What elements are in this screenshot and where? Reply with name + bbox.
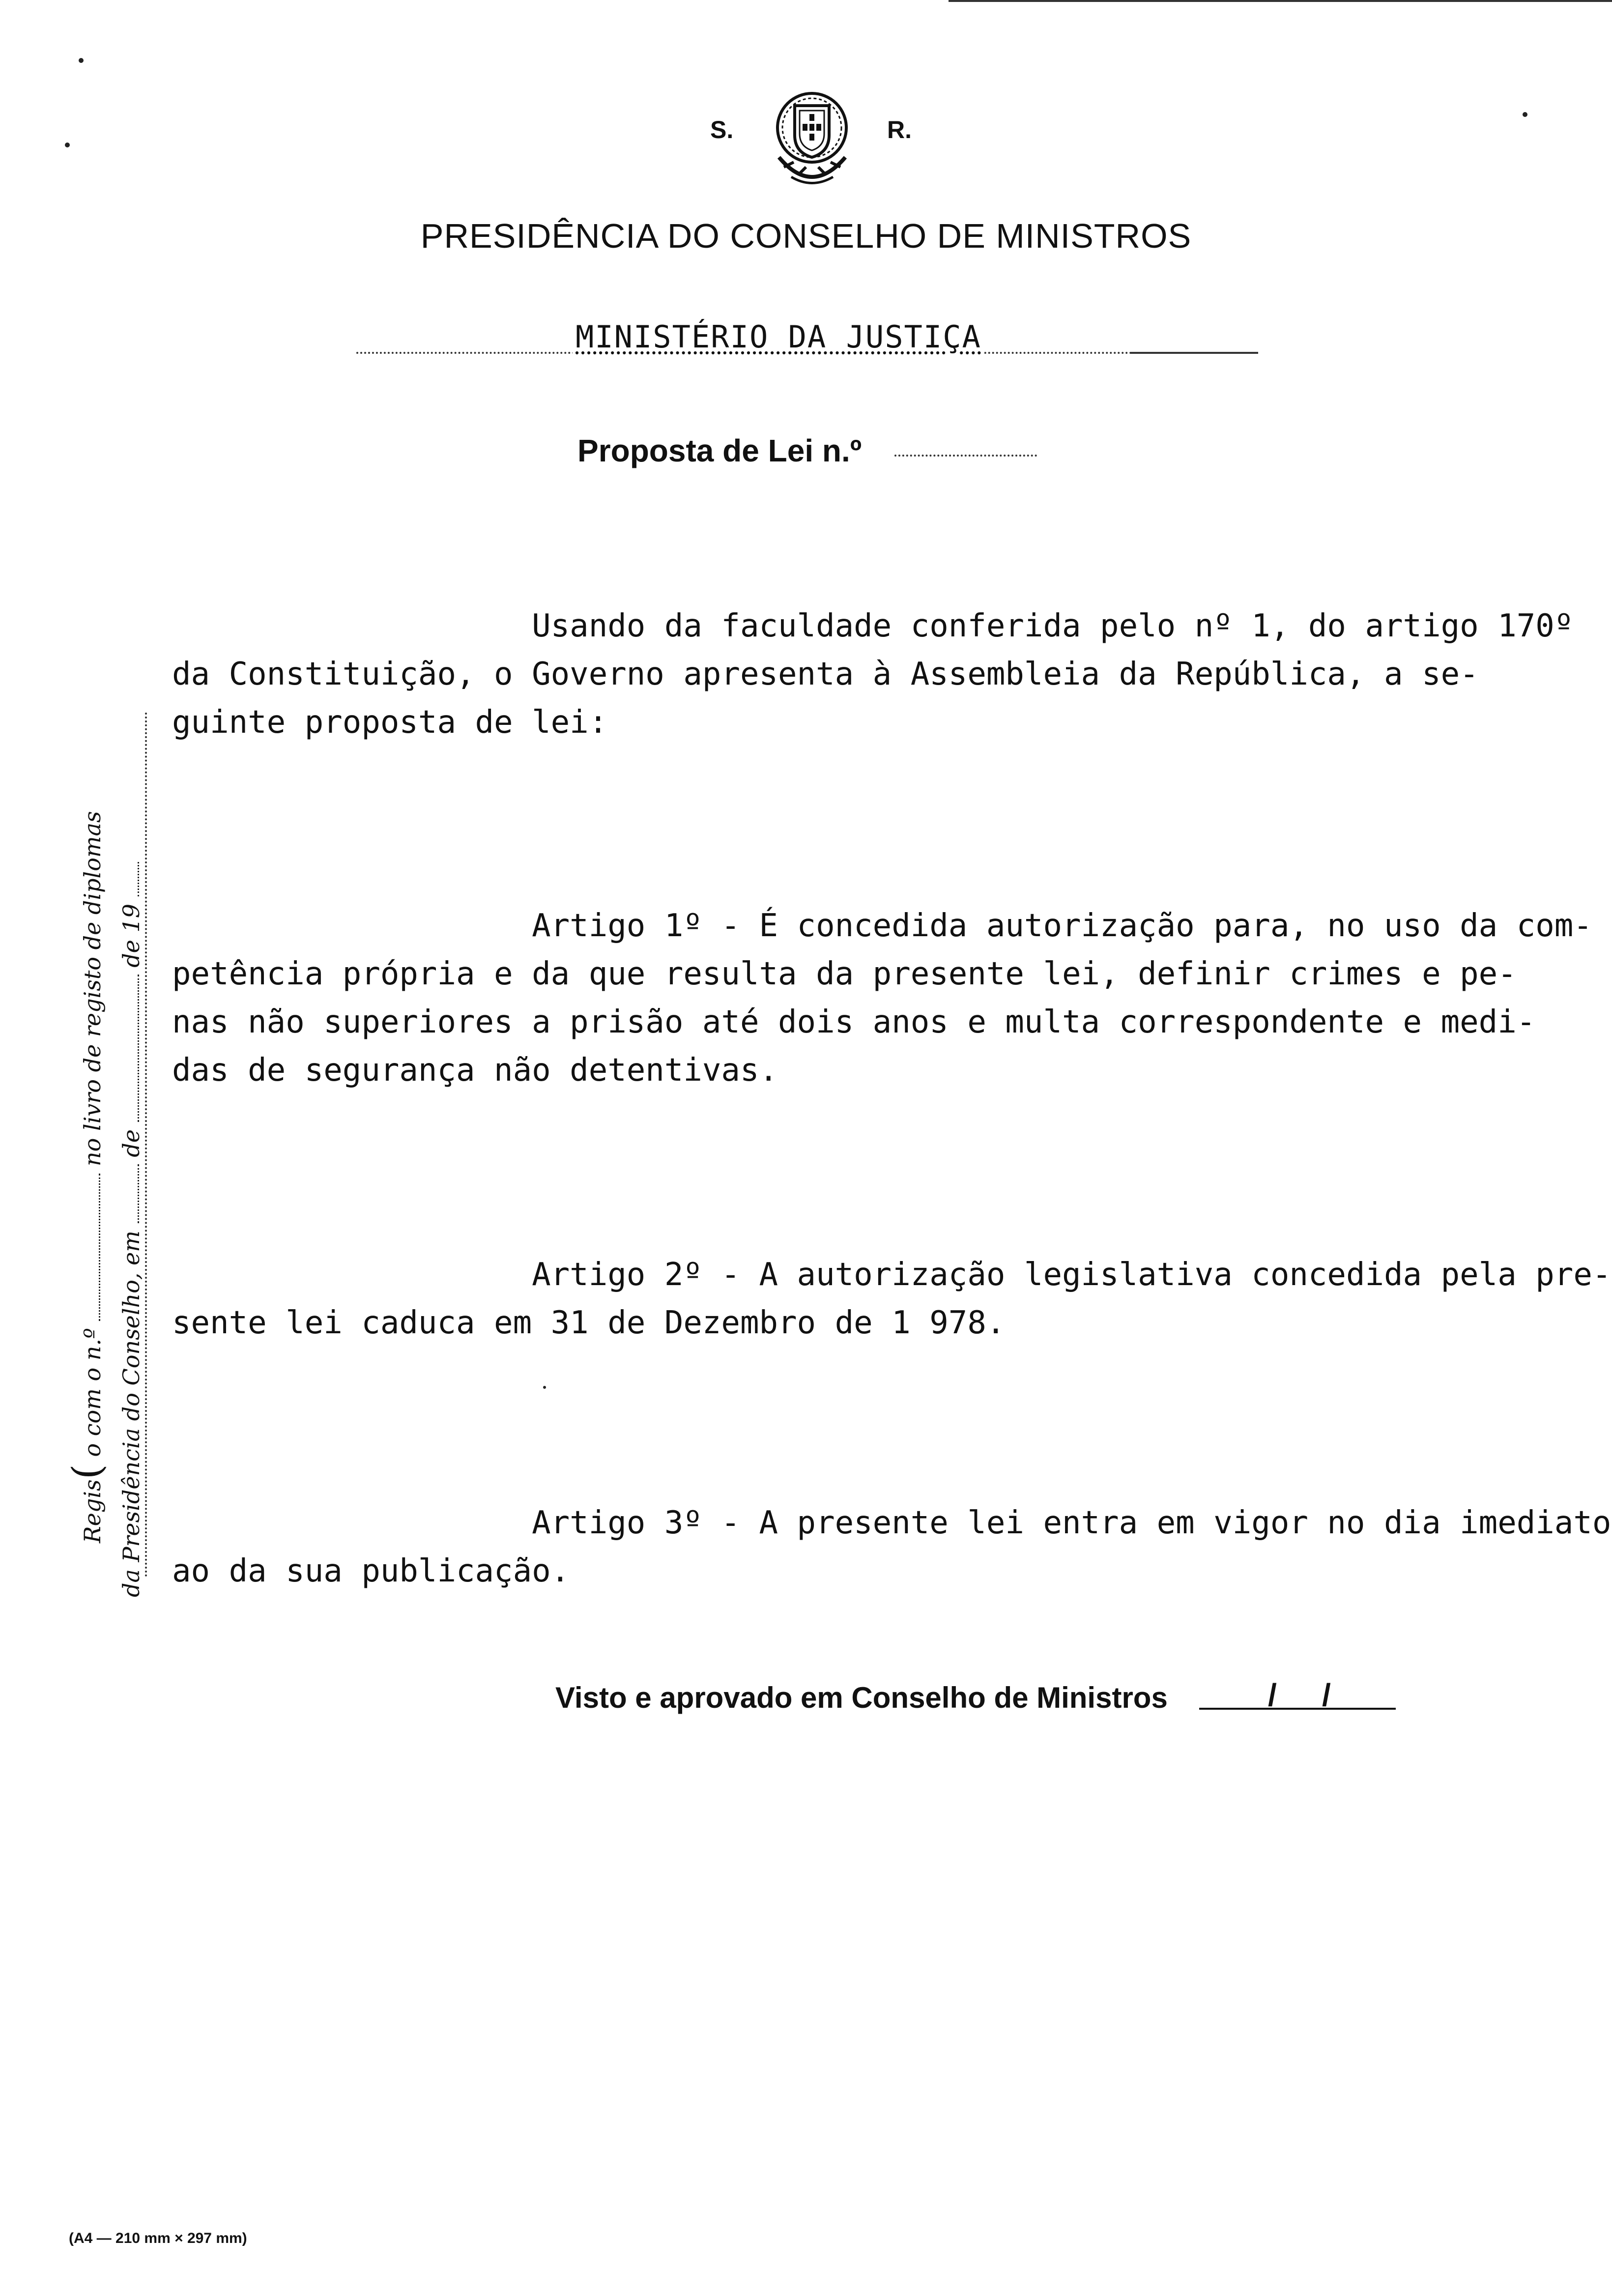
intro-paragraph: Usando da faculdade conferida pelo nº 1, do artigo 170º da Constituição, o Governo apresenta à Assembleia da República, a se- guinte proposta de lei: <box>172 608 1574 741</box>
scan-speck <box>1523 112 1527 117</box>
registration-label-year: de 19 <box>118 903 144 968</box>
registration-label-number: o com o n.º <box>79 1328 106 1457</box>
article-1: Artigo 1º - É concedida autorização para, no uso da com- petência própria e da que resulta da presente lei, definir crimes e pe- nas não superiores a prisão até dois anos e multa correspondente e medi- das de segurança não detentivas. <box>172 908 1592 1089</box>
scan-speck <box>79 58 84 63</box>
registration-note-line2 <box>118 862 144 1597</box>
registration-label-presidency: da Presidência do Conselho, em <box>118 1230 144 1597</box>
top-edge-line <box>949 0 1612 2</box>
paper-size-note: (A4 — 210 mm × 297 mm) <box>69 2230 247 2246</box>
date-separator: / <box>1322 1677 1331 1713</box>
registration-label-of: de <box>118 1129 144 1157</box>
registration-note-line1: Regis( o com o n.º no livro de registo de diplomas <box>64 811 110 1543</box>
portuguese-coat-of-arms-icon <box>769 84 855 197</box>
scan-speck <box>543 1386 546 1389</box>
margin-dotted-rule <box>145 713 147 1578</box>
presidency-title: PRESIDÊNCIA DO CONSELHO DE MINISTROS <box>420 217 1192 255</box>
article-3: Artigo 3º - A presente lei entra em vigor no dia imediato ao da sua publicação. <box>172 1505 1612 1589</box>
proposal-number-label: Proposta de Lei n.º <box>577 433 862 468</box>
date-separator: / <box>1268 1677 1277 1713</box>
ministry-name: MINISTÉRIO DA JUSTIÇA <box>573 319 984 355</box>
approval-date-blank <box>1199 1708 1396 1710</box>
registration-year-blank <box>138 862 139 896</box>
ministry-solid-rule <box>1130 352 1258 354</box>
approval-label: Visto e aprovado em Conselho de Ministros <box>555 1681 1168 1714</box>
registration-number-blank <box>99 1174 100 1321</box>
proposal-number-blank <box>894 455 1037 457</box>
registration-day-blank <box>138 1164 139 1223</box>
registration-month-blank <box>138 975 139 1122</box>
scan-speck <box>65 143 70 147</box>
registration-label-start: Regis <box>79 1479 106 1543</box>
header-left-letter: S. <box>710 116 734 144</box>
header-right-letter: R. <box>887 116 912 144</box>
registration-label-book: no livro de registo de diplomas <box>79 811 106 1167</box>
article-2: Artigo 2º - A autorização legislativa concedida pela pre- sente lei caduca em 31 de Dezembro de 1 978. <box>172 1257 1612 1341</box>
ministry-line <box>356 319 1258 359</box>
